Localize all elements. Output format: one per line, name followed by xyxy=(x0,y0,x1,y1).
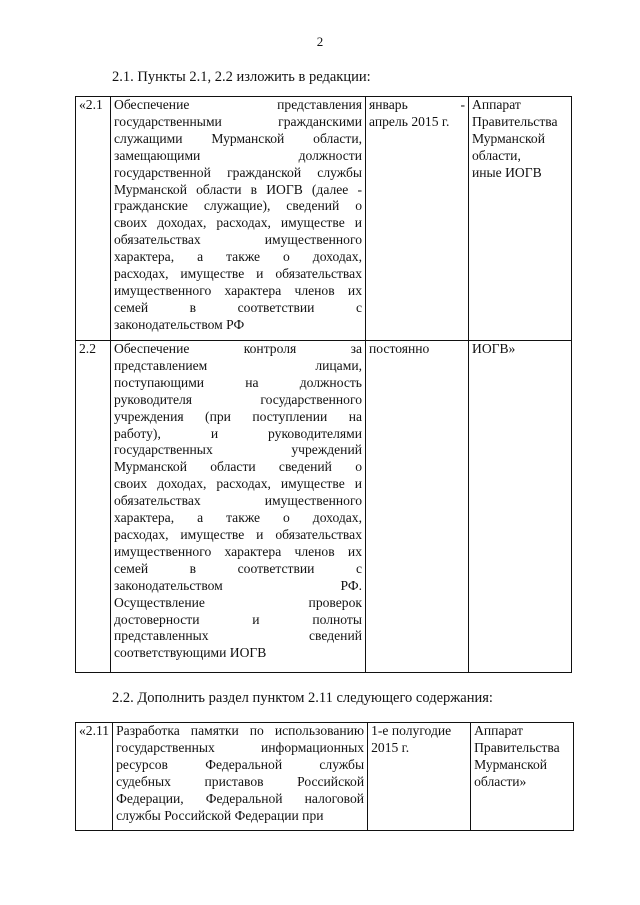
description-line: Обеспечение контроля за xyxy=(114,341,362,356)
executor-line: области» xyxy=(474,773,527,789)
term-line: постоянно xyxy=(369,341,430,356)
item-executor xyxy=(469,97,572,341)
description-line: ресурсов Федеральной службы xyxy=(116,756,365,772)
description-line: имущественного характера членов их xyxy=(114,543,362,559)
description-line: представленных сведений xyxy=(114,628,362,644)
description-line: государственной гражданской службы xyxy=(114,164,362,180)
description-line: обязательствах имущественного xyxy=(114,232,362,248)
description-line: учреждения (при поступлении на xyxy=(114,408,362,424)
description-line: характера, а также о доходах, xyxy=(114,249,362,265)
description-line: Осуществление проверок xyxy=(114,594,362,610)
description-line: руководителя государственного xyxy=(114,391,362,407)
description-line: службы Российской Федерации при xyxy=(116,807,324,823)
item-term xyxy=(366,341,469,673)
description-line: законодательством РФ xyxy=(114,316,245,332)
description-line: законодательством РФ. xyxy=(114,577,362,593)
item-term xyxy=(366,97,469,341)
table-item-2-11 xyxy=(75,722,574,831)
description-line: представлением лицами, xyxy=(114,357,362,373)
description-line: имущественного характера членов их xyxy=(114,282,362,298)
term-line: 2015 г. xyxy=(371,739,410,755)
item-term xyxy=(368,723,471,831)
description-line: гражданские служащие), сведений о xyxy=(114,198,362,214)
executor-line: области, xyxy=(472,147,521,163)
page-number: 2 xyxy=(316,34,324,49)
item-executor xyxy=(469,341,572,673)
term-line: 1-е полугодие xyxy=(371,723,452,738)
description-line: своих доходах, расходах, имуществе и xyxy=(114,215,362,231)
executor-line: ИОГВ» xyxy=(472,341,516,356)
description-line: семей в соответствии с xyxy=(114,299,362,315)
description-line: государственных информационных xyxy=(116,739,365,755)
item-number: 2.2 xyxy=(76,341,111,673)
description-line: Разработка памятки по использованию xyxy=(116,723,365,738)
description-line: государственных учреждений xyxy=(114,442,362,458)
description-line: Обеспечение представления xyxy=(114,97,362,112)
item-description xyxy=(113,723,368,831)
term-line: январь - xyxy=(369,97,465,112)
description-line: замещающими должности xyxy=(114,147,362,163)
description-line: семей в соответствии с xyxy=(114,560,362,576)
description-line: Мурманской области сведений о xyxy=(114,459,362,475)
description-line: Федерации, Федеральной налоговой xyxy=(116,790,365,806)
description-line: служащими Мурманской области, xyxy=(114,130,362,146)
executor-line: Правительства xyxy=(472,113,558,129)
description-line: Мурманской области в ИОГВ (далее - xyxy=(114,181,362,197)
term-line: апрель 2015 г. xyxy=(369,113,450,129)
executor-line: Мурманской xyxy=(474,756,548,772)
section-heading-2-1: 2.1. Пункты 2.1, 2.2 изложить в редакции: xyxy=(112,69,371,85)
section-heading-2-2: 2.2. Дополнить раздел пунктом 2.11 следующего содержания: xyxy=(112,690,493,706)
description-line: достоверности и полноты xyxy=(114,611,362,627)
item-description xyxy=(111,341,366,673)
table-row xyxy=(76,97,572,341)
description-line: соответствующими ИОГВ xyxy=(114,645,267,661)
item-description xyxy=(111,97,366,341)
table-items-2-1-2-2 xyxy=(75,96,572,673)
description-line: поступающими на должность xyxy=(114,374,362,390)
table-row xyxy=(76,723,574,831)
item-number: «2.1 xyxy=(76,97,111,341)
item-executor xyxy=(471,723,574,831)
description-line: государственными гражданскими xyxy=(114,113,362,129)
executor-line: Аппарат xyxy=(472,97,521,112)
table-row xyxy=(76,341,572,673)
executor-line: иные ИОГВ xyxy=(472,164,542,180)
executor-line: Правительства xyxy=(474,739,560,755)
description-line: судебных приставов Российской xyxy=(116,773,365,789)
description-line: характера, а также о доходах, xyxy=(114,510,362,526)
description-line: расходах, имуществе и обязательствах xyxy=(114,526,362,542)
executor-line: Аппарат xyxy=(474,723,523,738)
description-line: своих доходах, расходах, имуществе и xyxy=(114,476,362,492)
description-line: расходах, имуществе и обязательствах xyxy=(114,266,362,282)
executor-line: Мурманской xyxy=(472,130,545,146)
description-line: работу), и руководителями xyxy=(114,425,362,441)
description-line: обязательствах имущественного xyxy=(114,493,362,509)
item-number: «2.11 xyxy=(76,723,113,831)
